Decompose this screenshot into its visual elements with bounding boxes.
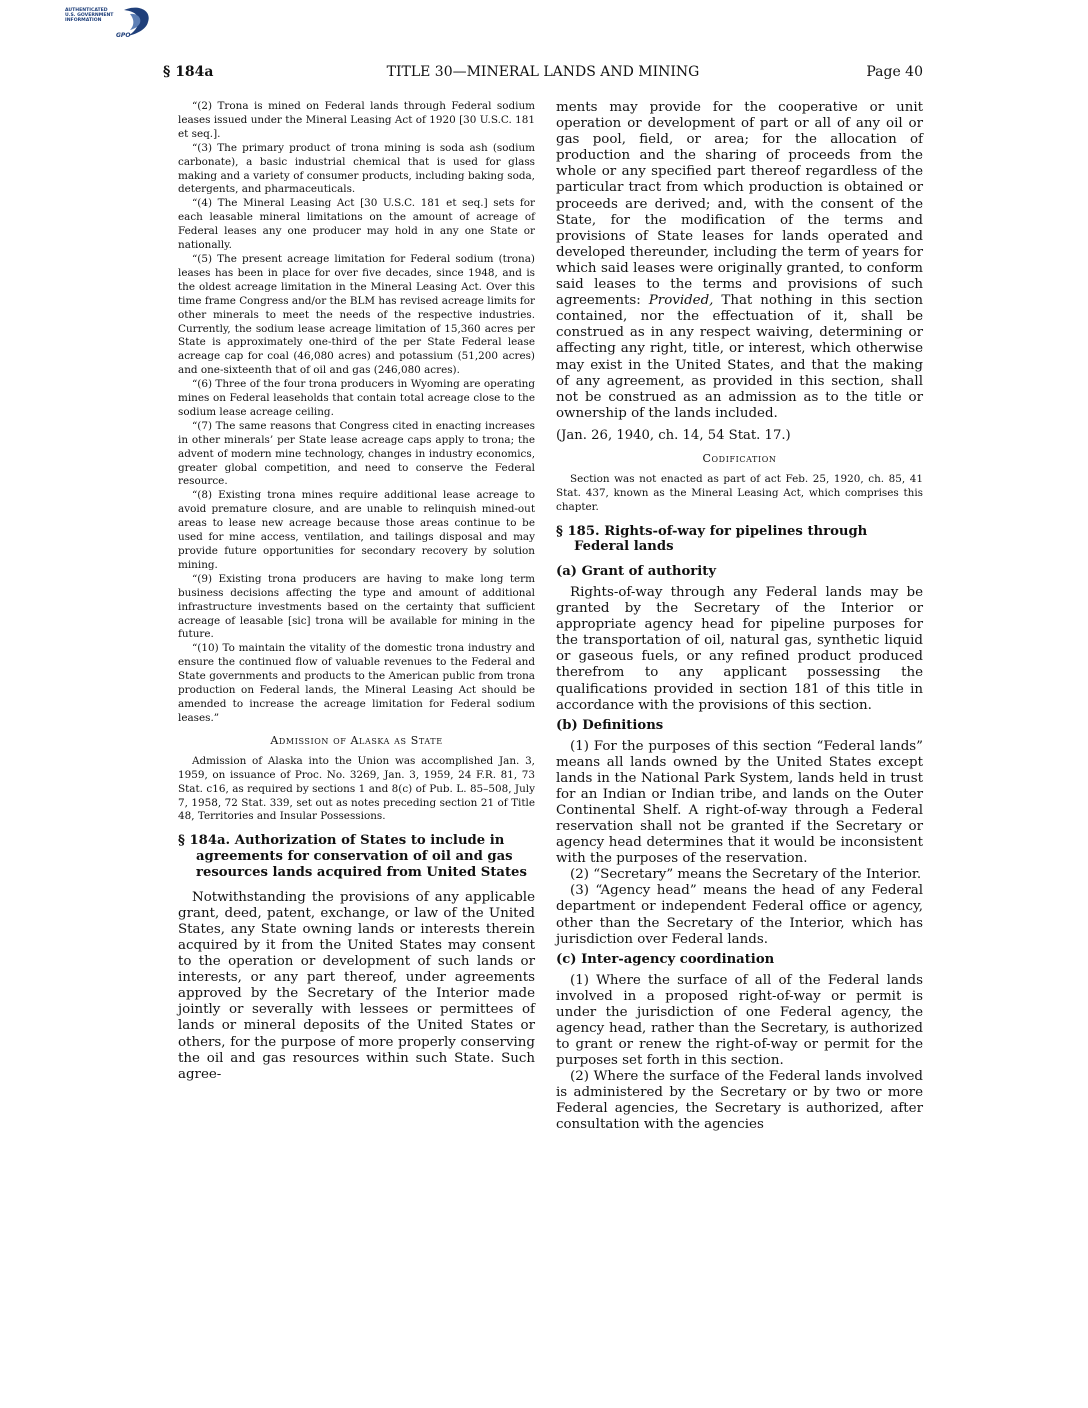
codification-text: Section was not enacted as part of act Feb. 25, 1920, ch. 85, 41 Stat. 437, known as the Mineral Leasing Act, which comprises this chapter.: [556, 472, 923, 513]
subsection-c-heading: (c) Inter-agency coordination: [556, 951, 775, 967]
right-column: [556, 100, 923, 1133]
definition-1: (1) For the purposes of this section “Federal lands” means all lands owned by the United States except lands in the National Park System, lands held in trust for an Indian or Indian tribe, and lands on the Outer Continental Shelf. A right-of-way through a Federal reservation shall not be granted if the Secretary or agency head determines that it would be inconsistent with the purposes of the reservation.: [556, 738, 923, 867]
header-section: § 184a: [163, 64, 214, 80]
running-header: [163, 64, 923, 84]
alaska-note-text: Admission of Alaska into the Union was accomplished Jan. 3, 1959, on issuance of Proc. No. 3269, Jan. 3, 1959, 24 F.R. 81, 73 Stat. c16, as required by sections 1 and 8(c) of Pub. L. 85–508, July 7, 1958, 72 Stat. 339, set out as notes preceding section 21 of Title 48, Territories and Insular Possessions.: [178, 754, 535, 823]
seal-line-3: INFORMATION: [65, 18, 102, 23]
section-184a-text: Notwithstanding the provisions of any applicable grant, deed, patent, exchange, or law of the United States, any State owning lands or interests therein acquired by it from the United States may consent to the operation or development of such lands or interests, or any part thereof, under agreements approved by the Secretary of the Interior made jointly or severally with lessees or permittees of lands or mineral deposits of the United States or others, for the purpose of more properly conserving the oil and gas resources within such State. Such agree-: [178, 889, 535, 1082]
finding-5: “(5) The present acreage limitation for Federal sodium (trona) leases has been in place for over five decades, since 1948, and is the oldest acreage limitation in the Mineral Leasing Act. Over this time frame Congress and/or the BLM has revised acreage limits for other minerals to meet the needs of the respective industries. Currently, the sodium lease acreage limitation of 15,360 acres per State is approximately one-third of the per State Federal lease acreage cap for coal (46,080 acres) and potassium (51,200 acres) and one-sixteenth that of oil and gas (246,080 acres).: [178, 252, 535, 377]
finding-7: “(7) The same reasons that Congress cited in enacting increases in other minerals’ per State lease acreage caps apply to trona; the advent of modern mine technology, changes in industry economics, greater global competition, and need to conserve the Federal resource.: [178, 419, 535, 488]
alaska-note-heading: Admission of Alaska as State: [270, 733, 443, 747]
section-185-heading: § 185. Rights-of-way for pipelines through Federal lands: [556, 523, 868, 555]
finding-6: “(6) Three of the four trona producers in Wyoming are operating mines on Federal leaseholds that contain total acreage close to the sodium lease acreage ceiling.: [178, 378, 535, 418]
section-184a-heading: § 184a. Authorization of States to include in agreements for conservation of oil and gas resources lands acquired from United States: [178, 833, 527, 880]
source-citation: (Jan. 26, 1940, ch. 14, 54 Stat. 17.): [556, 427, 791, 443]
definition-2: (2) “Secretary” means the Secretary of the Interior.: [570, 867, 922, 883]
finding-2: “(2) Trona is mined on Federal lands through Federal sodium leases issued under the Mineral Leasing Act of 1920 [30 U.S.C. 181 et seq.].: [178, 100, 535, 140]
definition-3: (3) “Agency head” means the head of any Federal department or independent Federal office or agency, other than the Secretary of the Interior, which has jurisdiction over Federal lands.: [556, 883, 923, 947]
provided-italic: Provided,: [648, 293, 714, 309]
subsection-a-text: Rights-of-way through any Federal lands may be granted by the Secretary of the Interior or appropriate agency head for pipeline purposes for the transportation of oil, natural gas, synthetic liquid or gaseous fuels, or any refined product produced therefrom to any applicant possessing the qualifications provided in section 181 of this title in accordance with the provisions of this section.: [556, 584, 923, 713]
subsection-b-heading: (b) Definitions: [556, 717, 664, 733]
finding-8: “(8) Existing trona mines require additional lease acreage to avoid premature closure, and are unable to relinquish mined-out areas to lease new acreage because those areas continue to be used for mine access, ventilation, and tailings disposal and may provide future opportunities for secondary recovery by solution mining.: [178, 489, 535, 571]
seal-line-1: AUTHENTICATED: [65, 8, 108, 13]
header-title: TITLE 30—MINERAL LANDS AND MINING: [386, 64, 700, 80]
finding-9: “(9) Existing trona producers are having to make long term business decisions affecting the type and amount of additional infrastructure investments based on the certainty that sufficient acreage of leasable [sic] trona will be available for mining in the future.: [178, 572, 535, 641]
coordination-1: (1) Where the surface of all of the Federal lands involved in a proposed right-of-way or permit is under the jurisdiction of one Federal agency, the agency head, rather than the Secretary, is authorized to grant or renew the right-of-way or permit for the purposes set forth in this section.: [556, 972, 923, 1069]
finding-4: “(4) The Mineral Leasing Act [30 U.S.C. 181 et seq.] sets for each leasable mineral limitations on the amount of acreage of Federal leases any one producer may hold in any one State or nationally.: [178, 197, 535, 252]
gpo-authentication-seal: [64, 4, 156, 42]
coordination-2: (2) Where the surface of the Federal lands involved is administered by the Secretary or by two or more Federal agencies, the Secretary is authorized, after consultation with the agencies: [556, 1069, 923, 1133]
finding-3: “(3) The primary product of trona mining is soda ash (sodium carbonate), a basic industrial chemical that is used for glass making and a variety of consumer products, including baking soda, detergents, and pharmaceuticals.: [178, 141, 535, 196]
section-184a-continuation: ments may provide for the cooperative or unit operation or development of part or all of any oil or gas pool, field, or area; for the allocation of production and the sharing of proceeds from the whole or any specified part thereof regardless of the particular tract from which production is obtained or proceeds are derived; and, with the consent of the State, for the modification of the terms and provisions of State leases for lands operated and developed thereunder, including the term of years for which said leases were originally granted, to conform said leases to the terms and provisions of such agreements: Provided, That nothing in this section contained, nor the effectuation of it, shall be construed as in any respect waiving, determining or affecting any right, title, or interest, which otherwise may exist in the United States, and that the making of any agreement, as provided in this section, shall not be construed as an admission as to the title or ownership of the lands included.: [556, 100, 923, 421]
left-column: [178, 100, 535, 1083]
header-page-number: Page 40: [866, 64, 923, 80]
seal-gpo-mark: GPO: [116, 32, 131, 39]
seal-line-2: U.S. GOVERNMENT: [65, 13, 114, 18]
codification-heading: Codification: [702, 451, 777, 465]
subsection-a-heading: (a) Grant of authority: [556, 564, 717, 580]
finding-10: “(10) To maintain the vitality of the domestic trona industry and ensure the continued flow of valuable revenues to the Federal and State governments and products to the American public from trona production on Federal lands, the Mineral Leasing Act should be amended to increase the acreage limitation for Federal sodium leases.”: [178, 642, 535, 724]
